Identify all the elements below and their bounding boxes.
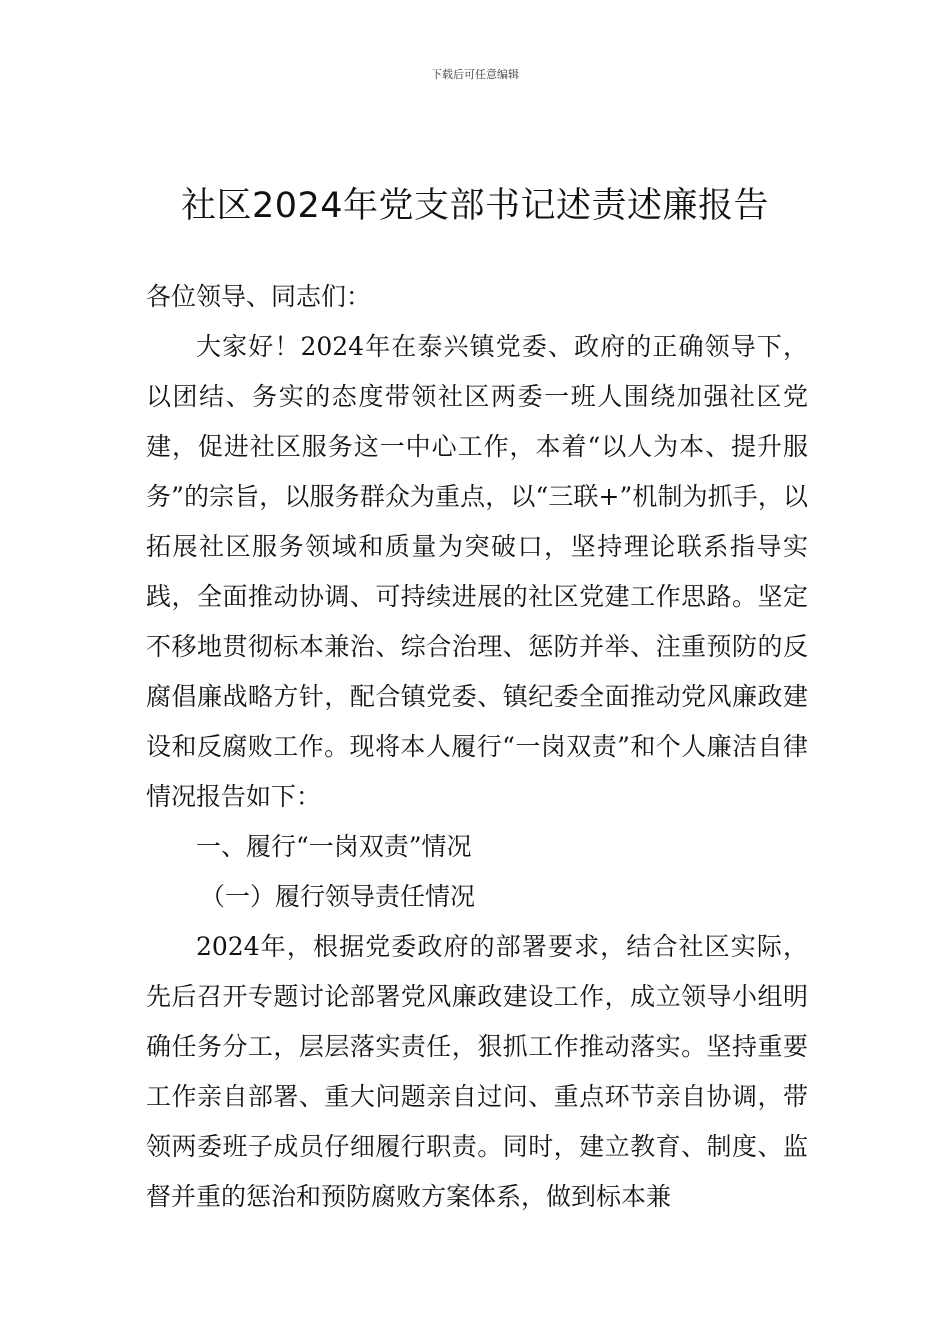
body-paragraph: 2024年，根据党委政府的部署要求，结合社区实际，先后召开专题讨论部署党风廉政建设工作，成立领导小组明确任务分工，层层落实责任，狠抓工作推动落实。坚持重要工作亲自部署、重大问题亲自过问、重点环节亲自协调，带领两委班子成员仔细履行职责。同时，建立教育、制度、监督并重的惩治和预防腐败方案体系，做到标本兼 [146,932,808,1211]
section-heading: 一、履行“一岗双责”情况 [196,832,472,861]
header-note: 下载后可任意编辑 [431,68,519,81]
subsection-heading: （一）履行领导责任情况 [200,882,476,911]
document-body [146,272,808,1222]
salutation: 各位领导、同志们： [146,282,372,311]
intro-paragraph: 大家好！2024年在泰兴镇党委、政府的正确领导下，以团结、务实的态度带领社区两委一班人围绕加强社区党建，促进社区服务这一中心工作，本着“以人为本、提升服务”的宗旨，以服务群众为重点，以“三联+”机制为抓手，以拓展社区服务领域和质量为突破口，坚持理论联系指导实践，全面推动协调、可持续进展的社区党建工作思路。坚定不移地贯彻标本兼治、综合治理、惩防并举、注重预防的反腐倡廉战略方针，配合镇党委、镇纪委全面推动党风廉政建设和反腐败工作。现将本人履行“一岗双责”和个人廉洁自律情况报告如下： [146,332,808,811]
page-title: 社区2024年党支部书记述责述廉报告 [180,186,770,226]
